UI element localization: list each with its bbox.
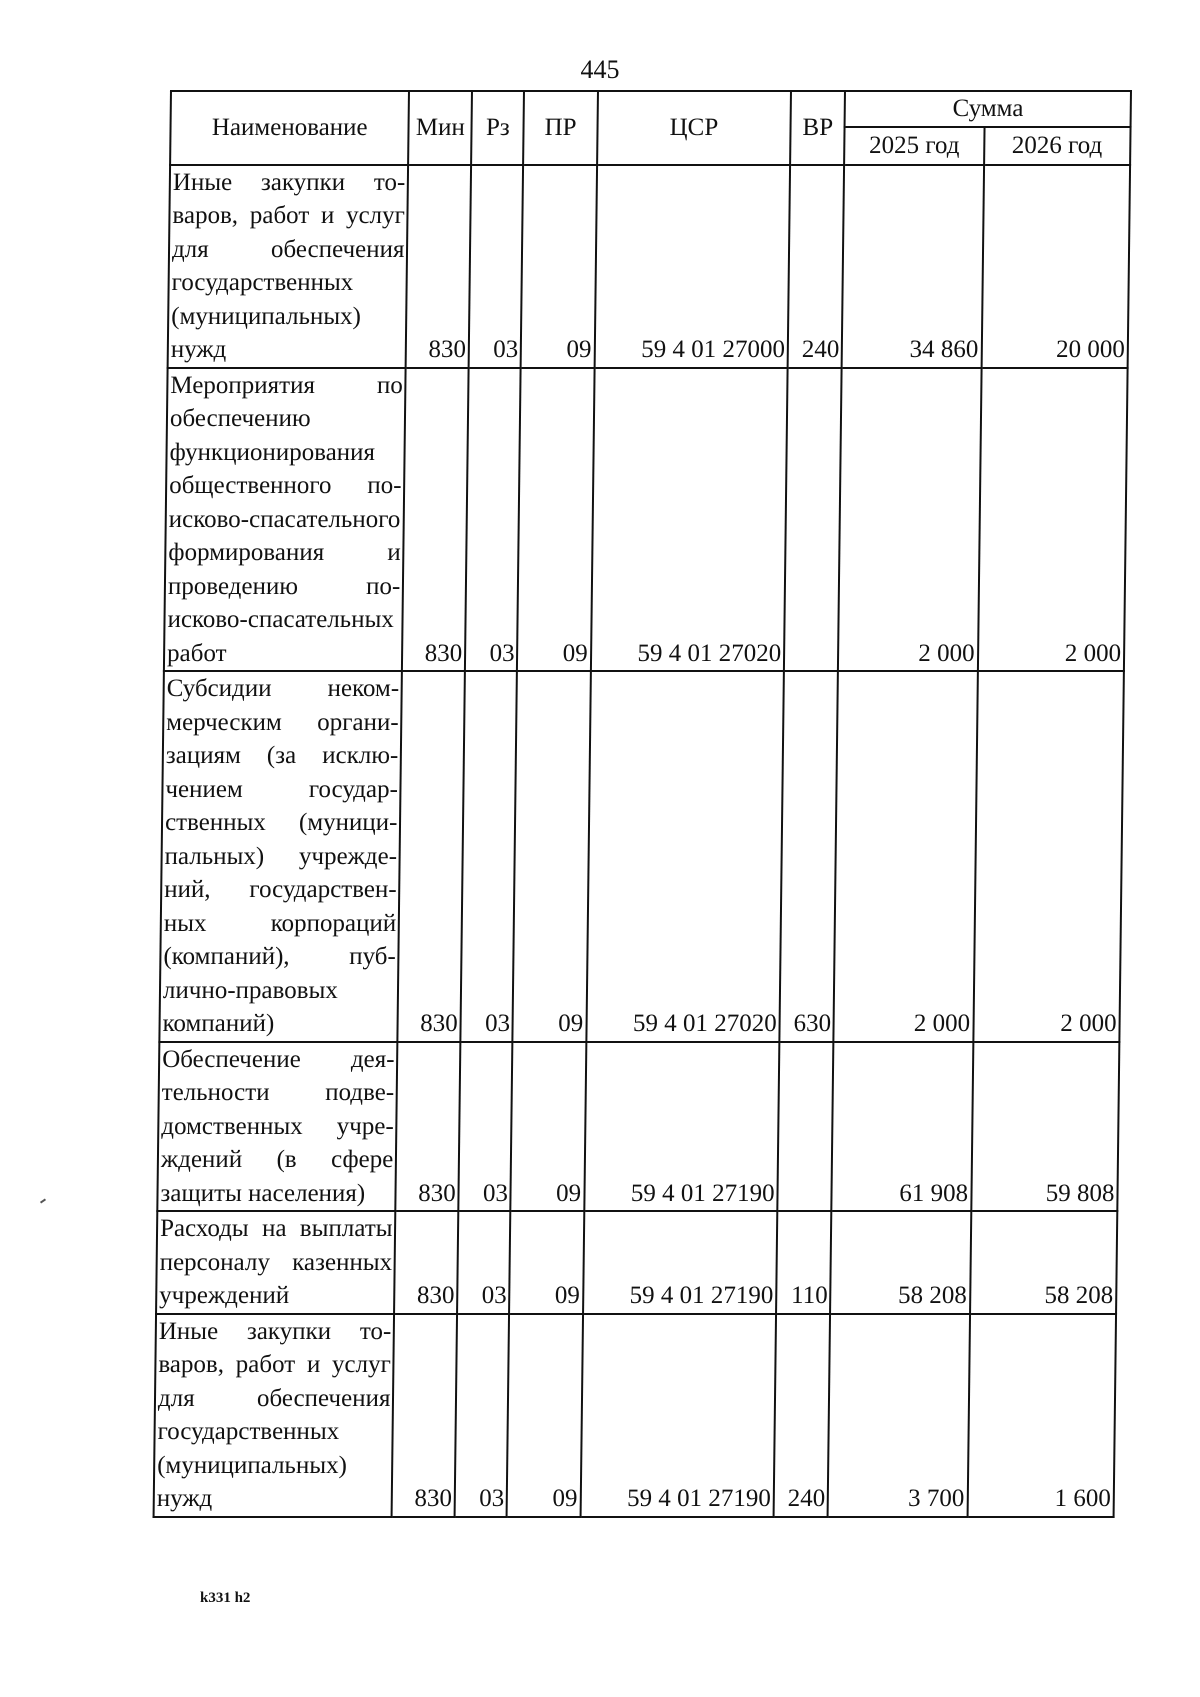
row-2025: 58 208 — [831, 1211, 971, 1314]
row-rz: 03 — [458, 1042, 512, 1212]
col-header-name: Наименование — [170, 91, 409, 165]
row-2025: 61 908 — [832, 1042, 973, 1212]
row-rz: 03 — [469, 165, 524, 368]
row-csr: 59 4 01 27000 — [594, 165, 790, 368]
row-2025: 2 000 — [834, 671, 978, 1042]
row-2025: 3 700 — [828, 1314, 970, 1517]
row-csr: 59 4 01 27190 — [583, 1211, 778, 1314]
row-vr: 110 — [776, 1211, 832, 1314]
row-2026: 2 000 — [973, 671, 1124, 1042]
row-name: Обеспечение деятельности подведомственных учреждений (в сфере защиты населения) — [157, 1042, 397, 1212]
row-vr: 630 — [779, 671, 838, 1042]
row-2026: 58 208 — [970, 1211, 1118, 1314]
row-min: 830 — [392, 1314, 457, 1517]
table-row — [164, 368, 1128, 672]
row-2026: 20 000 — [981, 165, 1130, 368]
row-rz: 03 — [465, 368, 521, 672]
row-rz: 03 — [455, 1314, 510, 1517]
table-row — [168, 165, 1130, 368]
row-name: Иные закупки товаров, работ и услуг для обеспечения государственных (муниципальных) нужд — [168, 165, 409, 368]
row-csr: 59 4 01 27190 — [580, 1314, 776, 1517]
row-2026: 2 000 — [977, 368, 1127, 672]
table-row — [154, 1314, 1116, 1517]
table-row — [156, 1211, 1117, 1314]
row-name: Мероприятия по обеспечению функционирования общественного поисково-спасательного формирования и проведению поисково-спасательных работ — [164, 368, 406, 672]
col-header-rz: Рз — [471, 91, 524, 165]
row-pr: 09 — [507, 1314, 583, 1517]
row-vr — [777, 1042, 833, 1212]
row-rz: 03 — [457, 1211, 511, 1314]
scan-artifact — [40, 1198, 46, 1203]
col-header-vr: ВР — [790, 91, 845, 165]
col-header-2025: 2025 год — [845, 127, 985, 165]
col-header-sum: Сумма — [845, 91, 1131, 127]
row-min: 830 — [398, 671, 465, 1042]
col-header-2026: 2026 год — [984, 127, 1131, 165]
table-row — [157, 1042, 1119, 1212]
table-row — [159, 671, 1124, 1042]
row-min: 830 — [396, 1042, 461, 1212]
col-header-csr: ЦСР — [597, 91, 791, 165]
footer-code: k331 h2 — [200, 1590, 251, 1606]
row-name: Расходы на выплаты персоналу казенных учреждений — [156, 1211, 396, 1314]
row-min: 830 — [394, 1211, 458, 1314]
row-pr: 09 — [513, 671, 591, 1042]
row-pr: 09 — [509, 1211, 583, 1314]
row-rz: 03 — [461, 671, 518, 1042]
row-min: 830 — [402, 368, 468, 672]
row-2025: 2 000 — [838, 368, 981, 672]
row-2026: 1 600 — [967, 1314, 1116, 1517]
row-vr: 240 — [788, 165, 845, 368]
row-csr: 59 4 01 27020 — [586, 671, 784, 1042]
row-2026: 59 808 — [971, 1042, 1120, 1212]
row-vr: 240 — [774, 1314, 831, 1517]
col-header-pr: ПР — [524, 91, 598, 165]
row-2025: 34 860 — [842, 165, 984, 368]
row-min: 830 — [406, 165, 471, 368]
row-name: Иные закупки товаров, работ и услуг для обеспечения государственных (муниципальных) нужд — [154, 1314, 395, 1517]
page-number: 445 — [580, 55, 620, 84]
row-pr: 09 — [521, 165, 597, 368]
row-vr — [784, 368, 842, 672]
col-header-min: Мин — [409, 91, 473, 165]
table-header-row — [171, 91, 1131, 127]
budget-table — [153, 90, 1132, 1518]
row-csr: 59 4 01 27020 — [591, 368, 788, 672]
row-name: Субсидии некоммерческим организациям (за исключением государственных (муниципальных) учреждений, государственных корпораций (компаний), публично-правовых компаний) — [159, 671, 402, 1042]
row-csr: 59 4 01 27190 — [584, 1042, 780, 1212]
row-pr: 09 — [511, 1042, 586, 1212]
row-pr: 09 — [517, 368, 594, 672]
